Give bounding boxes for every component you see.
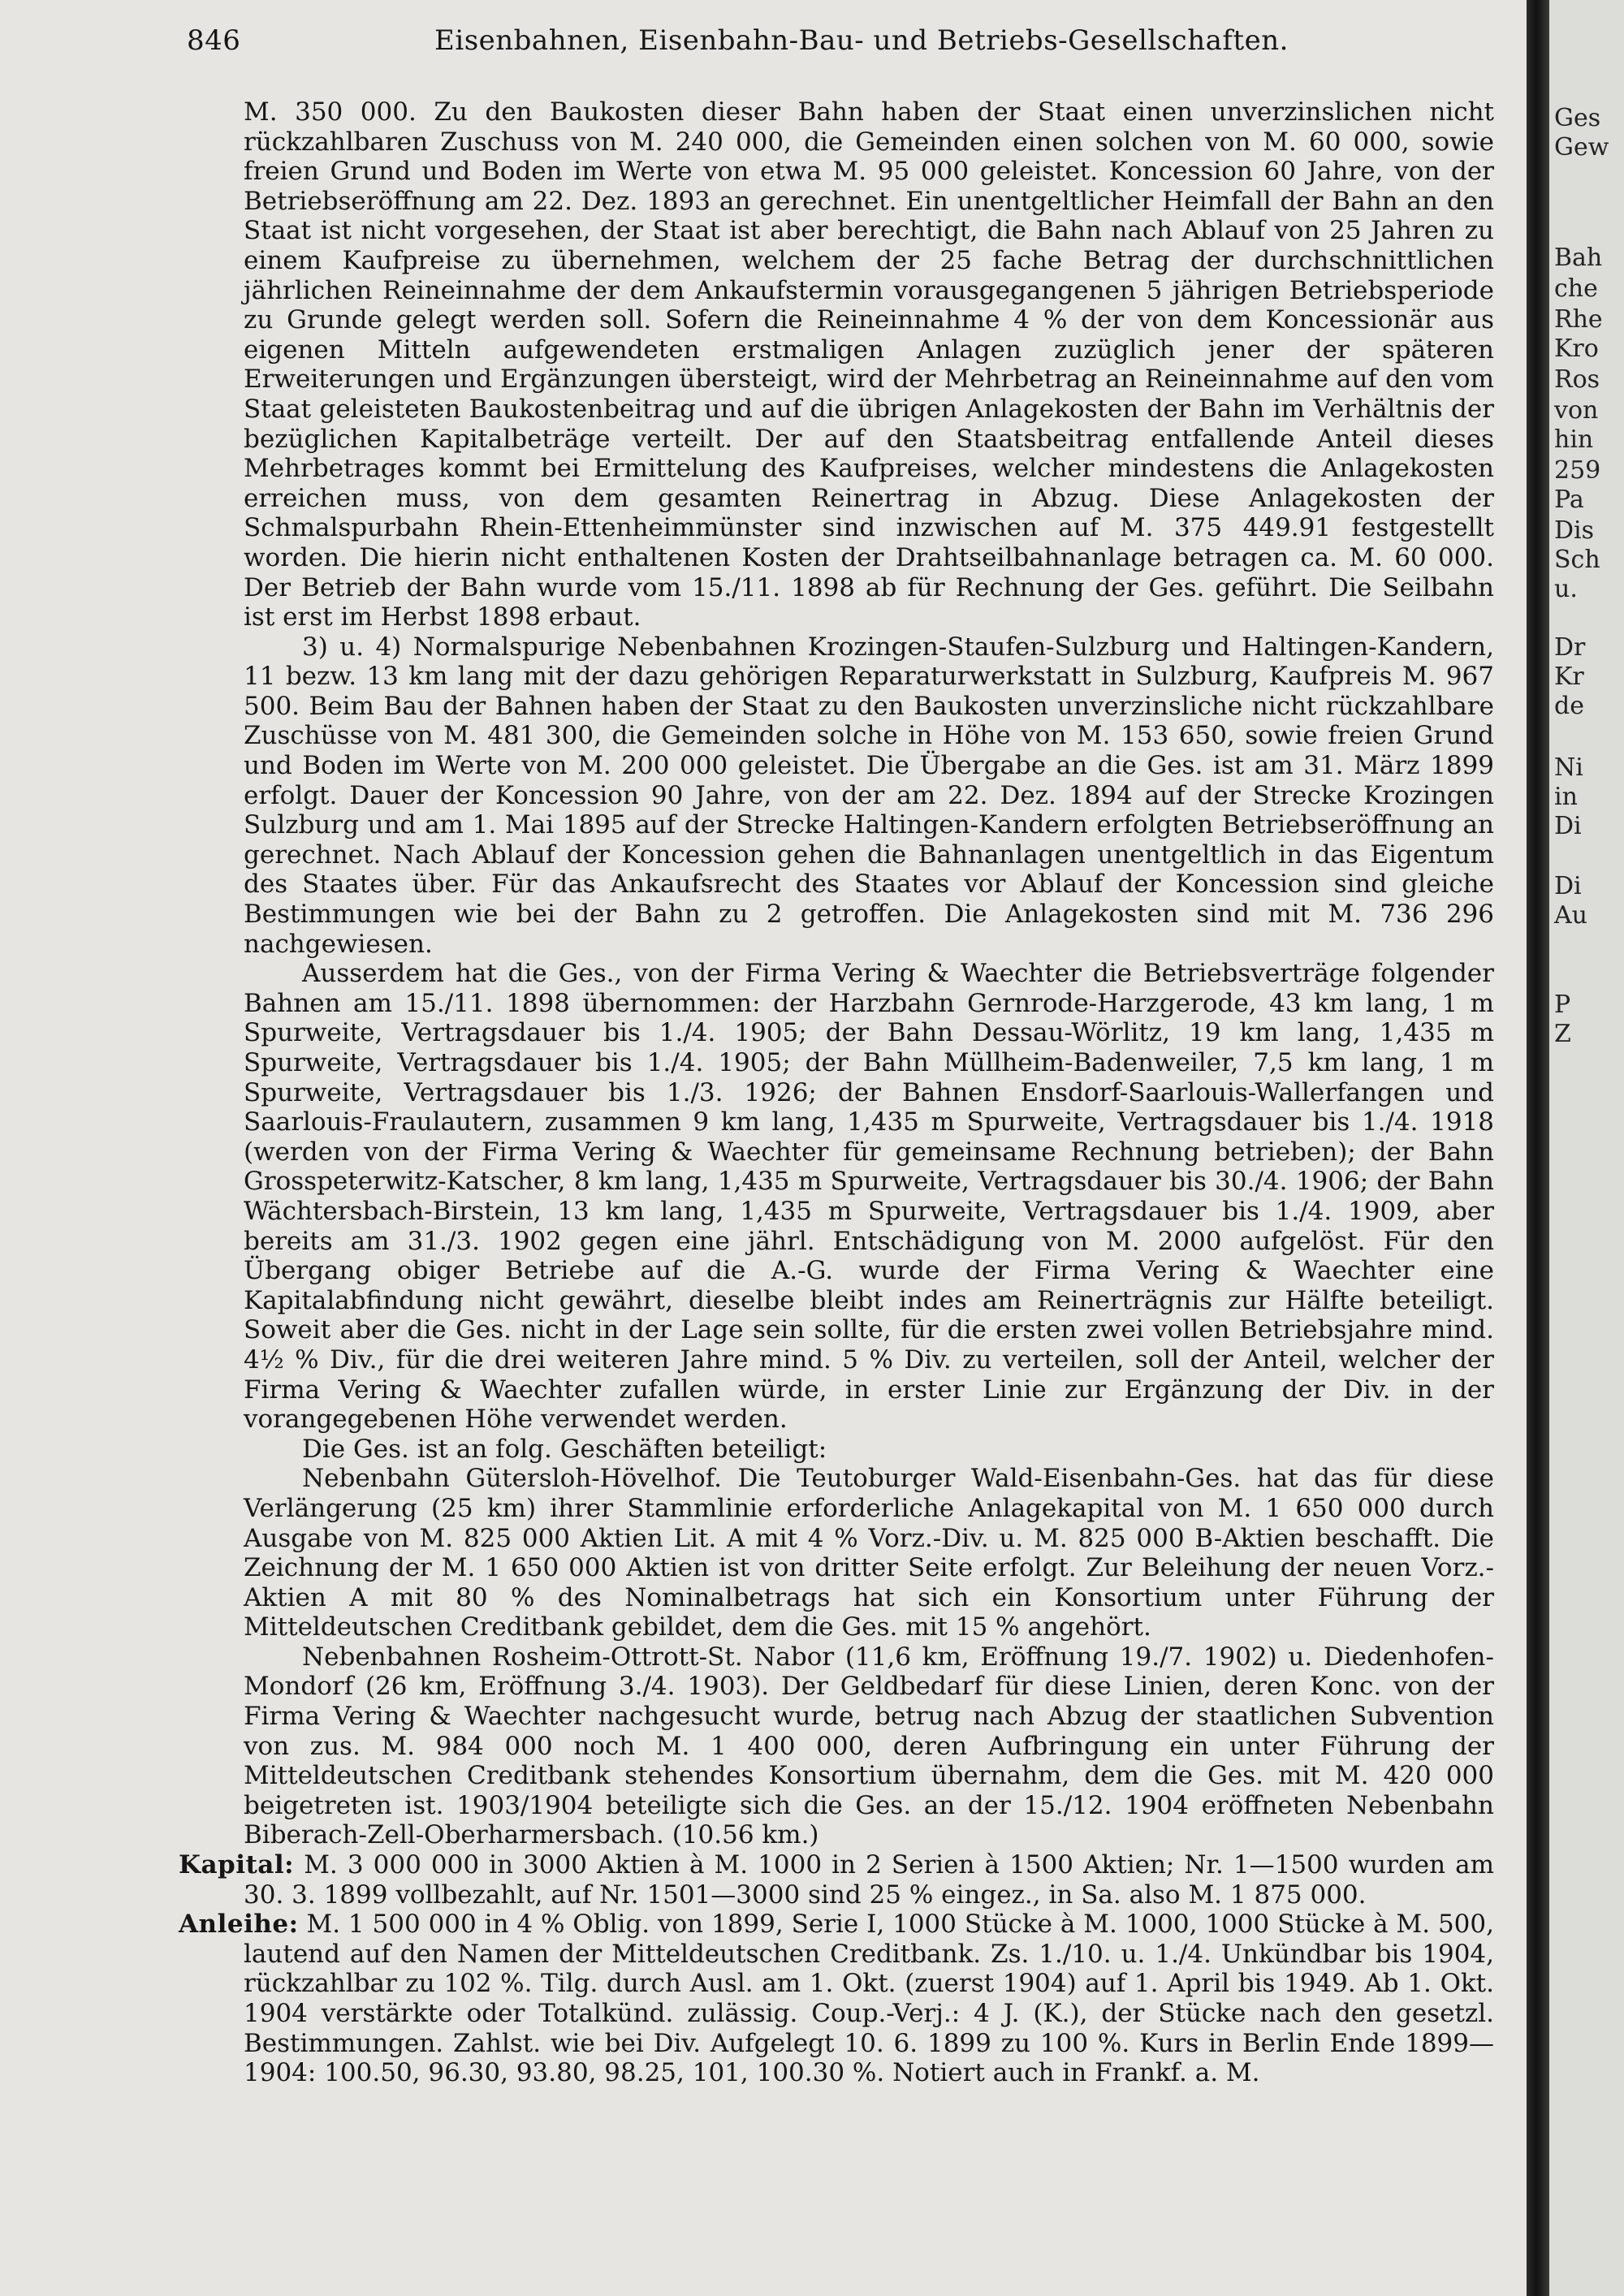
paragraph-guetersloh-hoevelhof: Nebenbahn Gütersloh-Hövelhof. Die Teutoburger Wald-Eisenbahn-Ges. hat das für diese Verlängerung (25 km) ihrer Stammlinie erforderliche Anlagekapital von M. 1 650 000 durch Ausgabe von M. 825 000 Aktien Lit. A mit 4 % Vorz.-Div. u. M. 825 000 B-Aktien beschafft. Die Zeichnung der M. 1 650 000 Aktien ist von dritter Seite erfolgt. Zur Beleihung der neuen Vorz.-Aktien A mit 80 % des Nominalbetrags hat sich ein Konsortium unter Führung der Mitteldeutschen Creditbank gebildet, dem die Ges. mit 15 % angehört. bbox=[244, 1464, 1494, 1642]
anleihe-label: Anleihe: bbox=[179, 1910, 299, 1940]
fragment-text: Rhe bbox=[1554, 305, 1603, 334]
fragment-text: Dr bbox=[1554, 633, 1586, 662]
page-header bbox=[187, 24, 1502, 65]
paragraph-betriebsvertraege: Ausserdem hat die Ges., von der Firma Vering & Waechter die Betriebsverträge folgender Bahnen am 15./11. 1898 übernommen: der Harzbahn Gernrode-Harzgerode, 43 km lang, 1 m Spurweite, Vertragsdauer bis 1./4. 1905; der Bahn Dessau-Wörlitz, 19 km lang, 1,435 m Spurweite, Vertragsdauer bis 1./4. 1905; der Bahn Müllheim-Badenweiler, 7,5 km lang, 1 m Spurweite, Vertragsdauer bis 1./3. 1926; der Bahnen Ensdorf-Saarlouis-Wallerfangen und Saarlouis-Fraulautern, zusammen 9 km lang, 1,435 m Spurweite, Vertragsdauer bis 1./4. 1918 (werden von der Firma Vering & Waechter für gemeinsame Rechnung betrieben); der Bahn Grosspeterwitz-Katscher, 8 km lang, 1,435 m Spurweite, Vertragsdauer bis 30./4. 1906; der Bahn Wächtersbach-Birstein, 13 km lang, 1,435 m Spurweite, Vertragsdauer bis 1./4. 1909, aber bereits am 31./3. 1902 gegen eine jährl. Entschädigung von M. 2000 aufgelöst. Für den Übergang obiger Betriebe auf die A.-G. wurde der Firma Vering & Waechter eine Kapitalabfindung nicht gewährt, dieselbe bleibt indes am Reinerträgnis zur Hälfte beteiligt. Soweit aber die Ges. nicht in der Lage sein sollte, für die ersten zwei vollen Betriebsjahre mind. 4½ % Div., für die drei weiteren Jahre mind. 5 % Div. zu verteilen, soll der Anteil, welcher der Firma Vering & Waechter zufallen würde, in erster Linie zur Ergänzung der Div. in der vorangegebenen Höhe verwendet werden. bbox=[244, 959, 1494, 1435]
fragment-text: Kro bbox=[1554, 334, 1599, 363]
kapital-label: Kapital: bbox=[179, 1850, 295, 1880]
fragment-text: che bbox=[1554, 274, 1598, 303]
paragraph-rheinbahn: M. 350 000. Zu den Baukosten dieser Bahn haben der Staat einen unverzinslichen nicht rückzahlbaren Zuschuss von M. 240 000, die Gemeinden einen solchen von M. 60 000, sowie freien Grund und Boden im Werte von etwa M. 95 000 geleistet. Koncession 60 Jahre, von der Betriebseröffnung am 22. Dez. 1893 an gerechnet. Ein unentgeltlicher Heimfall der Bahn an den Staat ist nicht vorgesehen, der Staat ist aber berechtigt, die Bahn nach Ablauf von 25 Jahren zu einem Kaufpreise zu übernehmen, welchem der 25 fache Betrag der durchschnittlichen jährlichen Reineinnahme der dem Ankaufstermin vorausgegangenen 5 jährigen Betriebsperiode zu Grunde gelegt werden soll. Sofern die Reineinnahme 4 % der von dem Koncessionär aus eigenen Mitteln aufgewendeten erstmaligen Anlagen zuzüglich jener der späteren Erweiterungen und Ergänzungen übersteigt, wird der Mehrbetrag an Reineinnahme auf den vom Staat geleisteten Baukostenbeitrag und auf die übrigen Anlagekosten der Bahn im Verhältnis der bezüglichen Kapitalbeträge verteilt. Der auf den Staatsbeitrag entfallende Anteil dieses Mehrbetrages kommt bei Ermittelung des Kaufpreises, welcher mindestens die Anlagekosten erreichen muss, von dem gesamten Reinertrag in Abzug. Diese Anlagekosten der Schmalspurbahn Rhein-Ettenheimmünster sind inzwischen auf M. 375 449.91 festgestellt worden. Die hierin nicht enthaltenen Kosten der Drahtseilbahnanlage betragen ca. M. 60 000. Der Betrieb der Bahn wurde vom 15./11. 1898 ab für Rechnung der Ges. geführt. Die Seilbahn ist erst im Herbst 1898 erbaut. bbox=[244, 97, 1494, 632]
paragraph-krozingen-kandern: 3) u. 4) Normalspurige Nebenbahnen Krozingen-Staufen-Sulzburg und Haltingen-Kandern, 11 bezw. 13 km lang mit der dazu gehörigen Reparaturwerkstatt in Sulzburg, Kaufpreis M. 967 500. Beim Bau der Bahnen haben der Staat zu den Baukosten unverzinsliche nicht rückzahlbare Zuschüsse von M. 481 300, die Gemeinden solche in Höhe von M. 153 650, sowie freien Grund und Boden im Werte von M. 200 000 geleistet. Die Übergabe an die Ges. ist am 31. März 1899 erfolgt. Dauer der Koncession 90 Jahre, von der am 22. Dez. 1894 auf der Strecke Krozingen Sulzburg und am 1. Mai 1895 auf der Strecke Haltingen-Kandern erfolgten Betriebseröffnung an gerechnet. Nach Ablauf der Koncession gehen die Bahnanlagen unentgeltlich in das Eigentum des Staates über. Für das Ankaufsrecht des Staates vor Ablauf der Koncession sind gleiche Bestimmungen wie bei der Bahn zu 2 getroffen. Die Anlagekosten sind mit M. 736 296 nachgewiesen. bbox=[244, 632, 1494, 959]
anleihe-text: M. 1 500 000 in 4 % Oblig. von 1899, Serie I, 1000 Stücke à M. 1000, 1000 Stücke à M. 500, lautend auf den Namen der Mitteldeutschen Creditbank. Zs. 1./10. u. 1./4. Unkündbar bis 1904, rückzahlbar zu 102 %. Tilg. durch Ausl. am 1. Okt. (zuerst 1904) auf 1. April bis 1949. Ab 1. Okt. 1904 verstärkte oder Totalkünd. zulässig. Coup.-Verj.: 4 J. (K.), der Stücke nach den gesetzl. Bestimmungen. Zahlst. wie bei Div. Aufgelegt 10. 6. 1899 zu 100 %. Kurs in Berlin Ende 1899—1904: 100.50, 96.30, 93.80, 98.25, 101, 100.30 %. Notiert auch in Frankf. a. M. bbox=[244, 1910, 1494, 2088]
fragment-text: u. bbox=[1554, 575, 1578, 603]
body-text bbox=[179, 97, 1494, 2088]
fragment-text: Ni bbox=[1554, 753, 1583, 782]
fragment-text: de bbox=[1554, 692, 1584, 720]
fragment-text: Bah bbox=[1554, 244, 1603, 272]
fragment-text: Gew bbox=[1554, 133, 1609, 162]
fragment-text: Ges bbox=[1554, 104, 1601, 132]
paragraph-rosheim-diedenhofen: Nebenbahnen Rosheim-Ottrott-St. Nabor (11,6 km, Eröffnung 19./7. 1902) u. Diedenhofen-Mondorf (26 km, Eröffnung 3./4. 1903). Der Geldbedarf für diese Linien, deren Konc. von der Firma Vering & Waechter nachgesucht wurde, betrug nach Abzug der staatlichen Subvention von zus. M. 984 000 noch M. 1 400 000, deren Aufbringung ein unter Führung der Mitteldeutschen Creditbank stehendes Konsortium übernahm, dem die Ges. mit M. 420 000 beigetreten ist. 1903/1904 beteiligte sich die Ges. an der 15./12. 1904 eröffneten Nebenbahn Biberach-Zell-Oberharmersbach. (10.56 km.) bbox=[244, 1642, 1494, 1850]
fragment-text: Kr bbox=[1554, 662, 1584, 691]
fragment-text: in bbox=[1554, 783, 1578, 811]
running-title: Eisenbahnen, Eisenbahn-Bau- und Betriebs-Gesellschaften. bbox=[434, 24, 1289, 57]
fragment-text: von bbox=[1554, 396, 1599, 425]
adjacent-page-edge bbox=[1549, 0, 1624, 2296]
fragment-text: 259 bbox=[1554, 456, 1601, 485]
page-number: 846 bbox=[187, 24, 241, 57]
fragment-text: Z bbox=[1554, 1020, 1571, 1048]
fragment-text: Di bbox=[1554, 812, 1582, 840]
fragment-text: P bbox=[1554, 990, 1571, 1019]
kapital-section bbox=[179, 1850, 1494, 1910]
paragraph-beteiligungen-intro: Die Ges. ist an folg. Geschäften beteiligt: bbox=[302, 1434, 827, 1464]
fragment-text: Sch bbox=[1554, 546, 1600, 574]
anleihe-section bbox=[179, 1910, 1494, 2088]
fragment-text: Dis bbox=[1554, 516, 1595, 545]
fragment-text: Au bbox=[1554, 901, 1587, 930]
fragment-text: Pa bbox=[1554, 486, 1584, 514]
book-gutter bbox=[1527, 0, 1549, 2296]
fragment-text: Di bbox=[1554, 872, 1582, 900]
fragment-text: Ros bbox=[1554, 365, 1600, 394]
kapital-text: M. 3 000 000 in 3000 Aktien à M. 1000 in 2 Serien à 1500 Aktien; Nr. 1—1500 wurden am 30. 3. 1899 vollbezahlt, auf Nr. 1501—3000 sind 25 % eingez., in Sa. also M. 1 875 000. bbox=[244, 1850, 1494, 1910]
fragment-text: hin bbox=[1554, 425, 1594, 454]
